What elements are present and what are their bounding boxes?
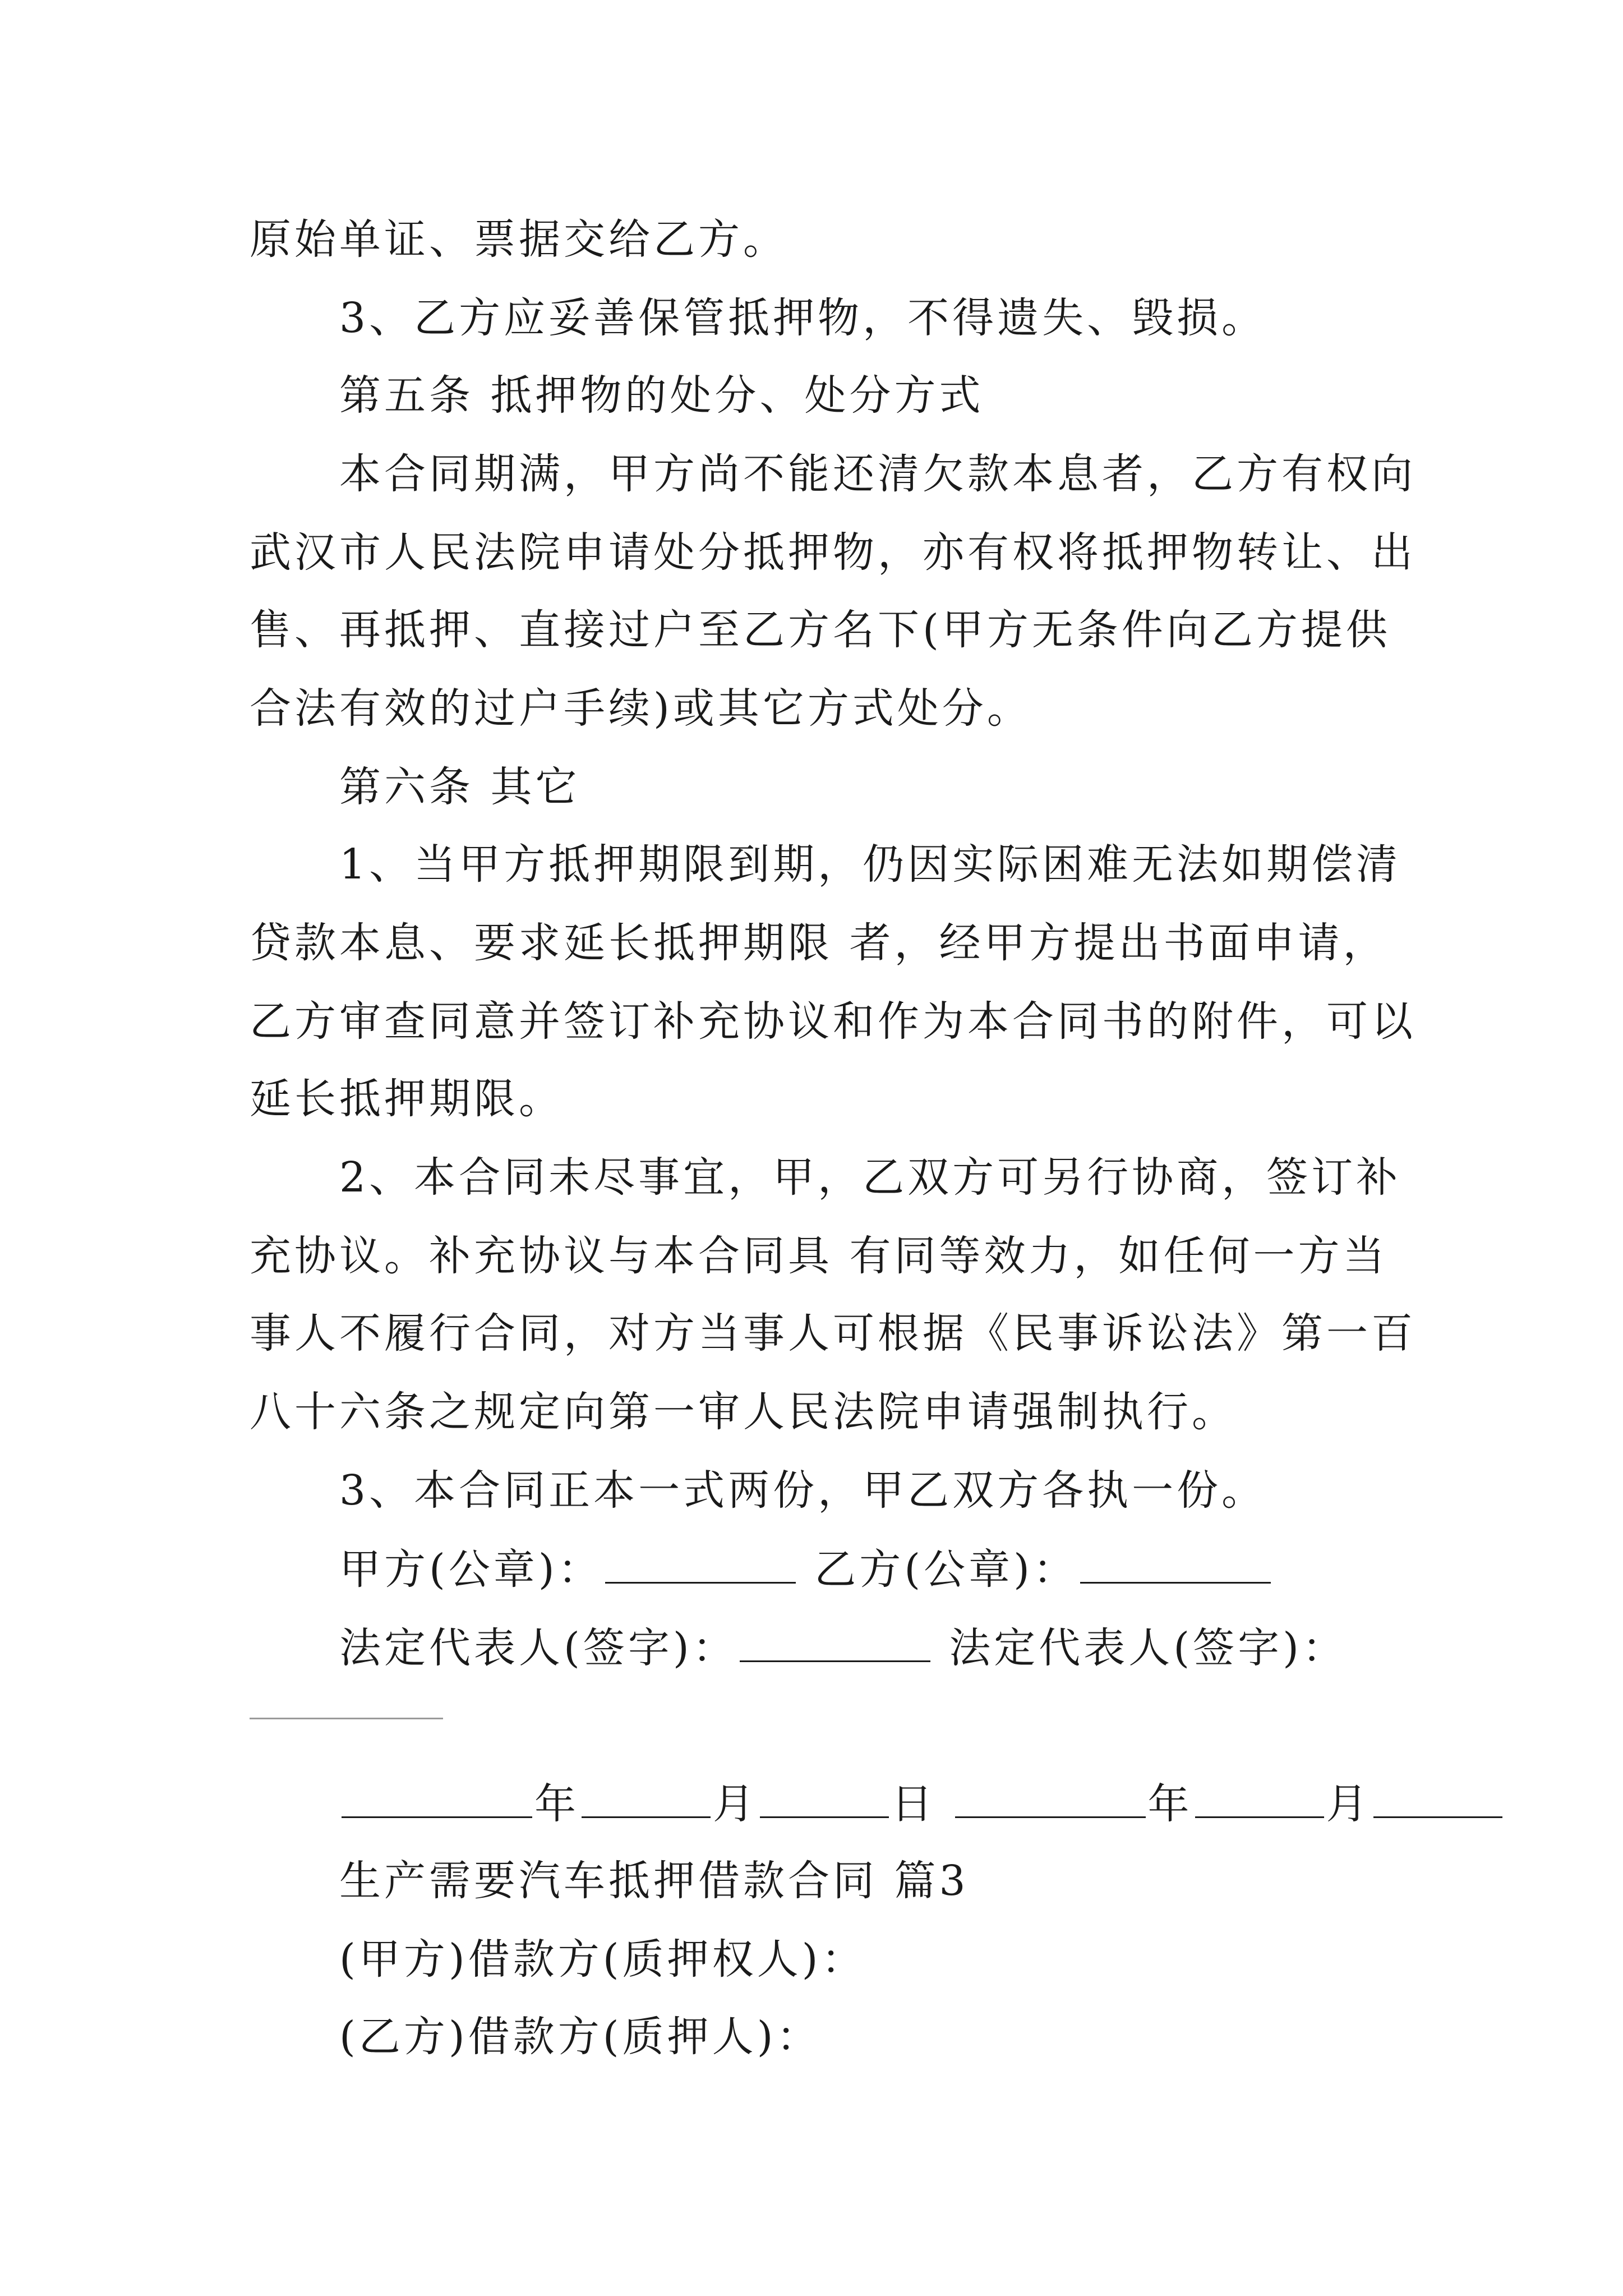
- day-label: 日: [891, 1780, 936, 1828]
- paragraph-line: 武汉市人民法院申请处分抵押物，亦有权将抵押物转让、出: [250, 528, 1416, 577]
- paragraph-line: 3、本合同正本一式两份，甲乙双方各执一份。: [339, 1466, 1267, 1515]
- representative-line: [339, 1624, 1478, 1672]
- month-blank-2: [1195, 1782, 1324, 1818]
- article-heading: 第五条 抵押物的处分、处分方式: [339, 371, 984, 420]
- rep-b-blank: [250, 1718, 443, 1719]
- day-blank-2: [1373, 1782, 1502, 1818]
- party-b-seal-blank: [1080, 1547, 1271, 1584]
- seal-line: [339, 1545, 1478, 1594]
- paragraph-line: 乙方审查同意并签订补充协议和作为本合同书的附件，可以: [250, 997, 1416, 1046]
- rep-a-label: 法定代表人(签字)：: [339, 1624, 737, 1672]
- rep-a-blank: [740, 1626, 930, 1662]
- party-a-line: (甲方)借款方(质押权人)：: [339, 1935, 866, 1984]
- paragraph-line: 合法有效的过户手续)或其它方式处分。: [250, 684, 1032, 733]
- paragraph-line: 原始单证、票据交给乙方。: [250, 215, 788, 264]
- month-label: 月: [713, 1780, 758, 1828]
- paragraph-line: 3、乙方应妥善保管抵押物，不得遗失、毁损。: [339, 294, 1267, 342]
- date-line: [339, 1780, 1478, 1828]
- year-label: 年: [534, 1780, 579, 1828]
- paragraph-line: 充协议。补充协议与本合同具 有同等效力，如任何一方当: [250, 1232, 1388, 1280]
- paragraph-line: 八十六条之规定向第一审人民法院申请强制执行。: [250, 1388, 1237, 1436]
- day-blank: [760, 1782, 889, 1818]
- section-title: 生产需要汽车抵押借款合同 篇3: [339, 1857, 969, 1905]
- party-a-seal-label: 甲方(公章)：: [339, 1545, 603, 1594]
- paragraph-line: 事人不履行合同，对方当事人可根据《民事诉讼法》第一百: [250, 1309, 1416, 1358]
- paragraph-line: 1、当甲方抵押期限到期，仍因实际困难无法如期偿清: [339, 840, 1401, 889]
- year-label-2: 年: [1147, 1780, 1193, 1828]
- paragraph-line: 贷款本息、要求延长抵押期限 者，经甲方提出书面申请，: [250, 919, 1388, 967]
- party-a-seal-blank: [605, 1547, 796, 1584]
- paragraph-line: 售、再抵押、直接过户至乙方名下(甲方无条件向乙方提供: [250, 606, 1391, 654]
- paragraph-line: 本合同期满，甲方尚不能还清欠款本息者，乙方有权向: [339, 450, 1416, 498]
- month-blank: [582, 1782, 711, 1818]
- rep-b-label: 法定代表人(签字)：: [949, 1624, 1348, 1672]
- party-b-line: (乙方)借款方(质押人)：: [339, 2013, 822, 2061]
- year-blank: [342, 1782, 532, 1818]
- paragraph-line: 2、本合同未尽事宜，甲，乙双方可另行协商，签订补: [339, 1153, 1401, 1202]
- party-b-seal-label: 乙方(公章)：: [814, 1545, 1078, 1594]
- year-blank-2: [955, 1782, 1146, 1818]
- paragraph-line: 延长抵押期限。: [250, 1075, 564, 1123]
- article-heading: 第六条 其它: [339, 763, 580, 811]
- month-label-2: 月: [1326, 1780, 1371, 1828]
